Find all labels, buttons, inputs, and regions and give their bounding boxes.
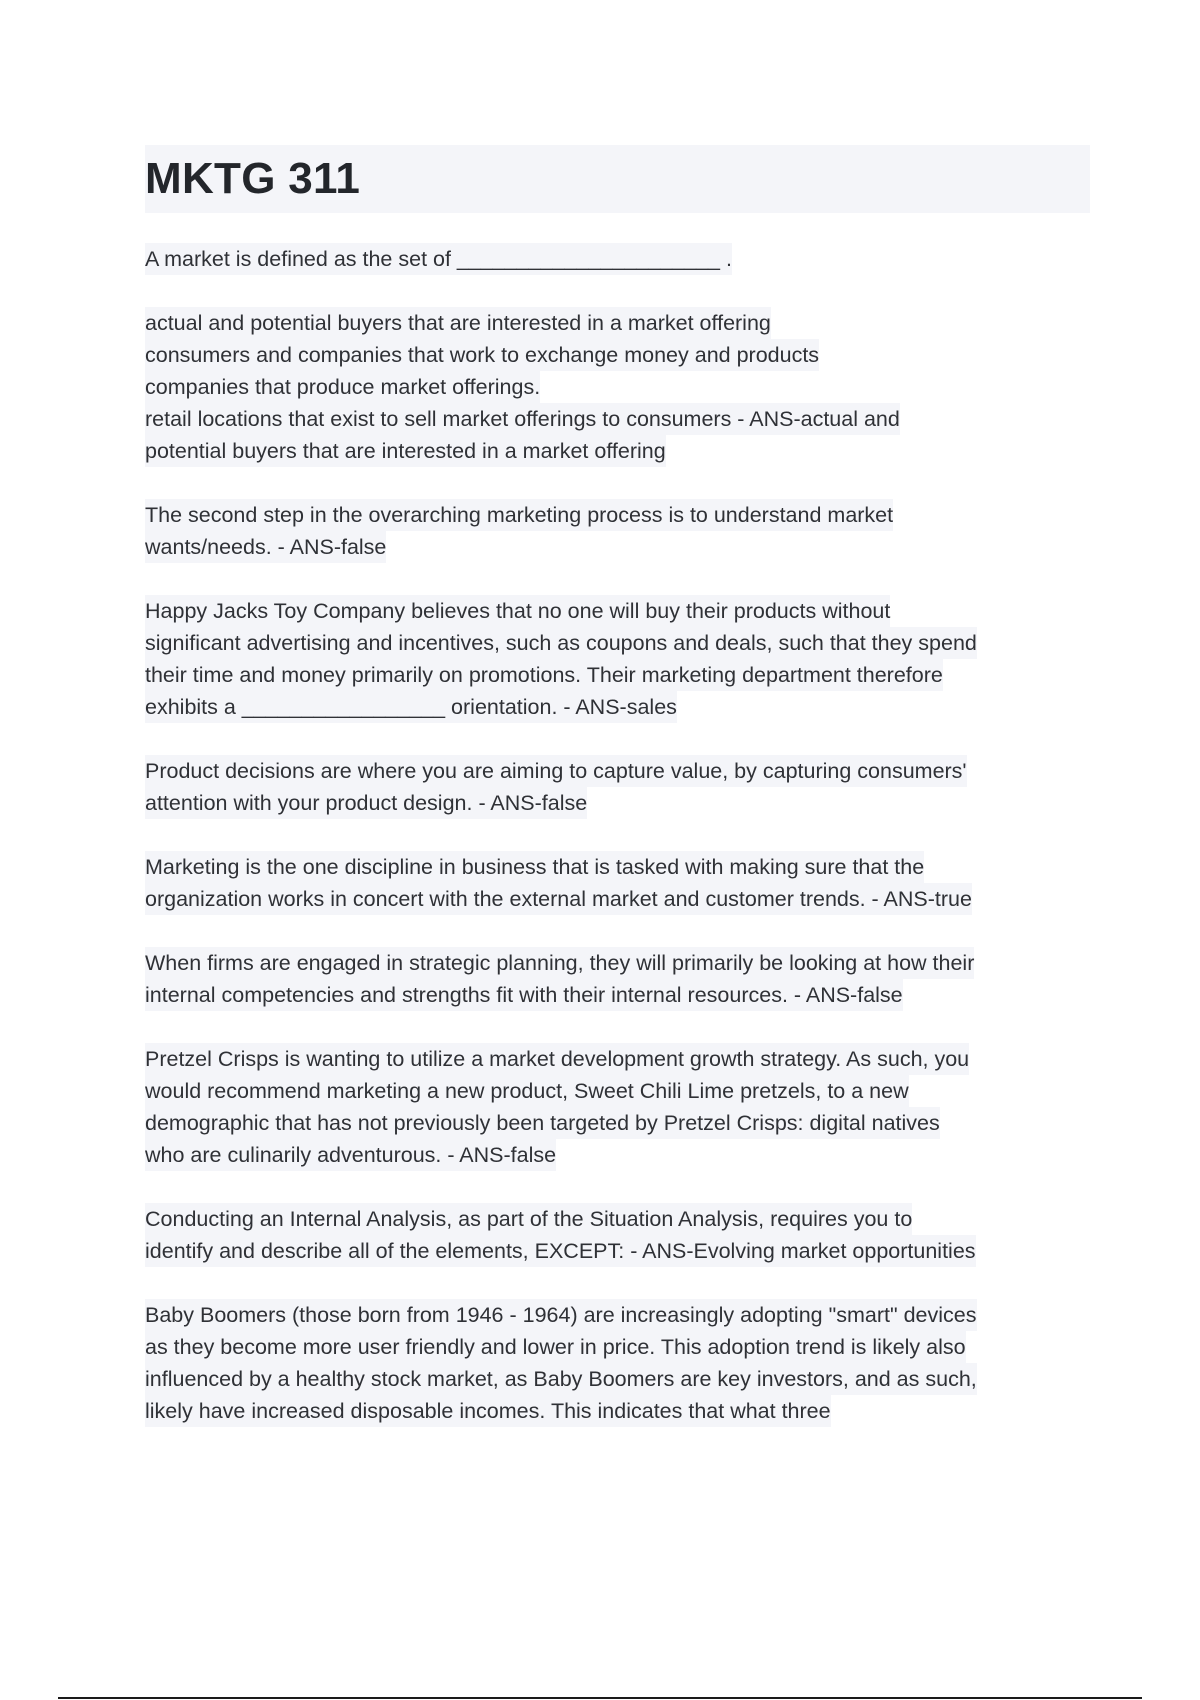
text-line: When firms are engaged in strategic planning, they will primarily be looking at how their (145, 947, 974, 979)
document-body (145, 243, 1090, 1427)
text-line: would recommend marketing a new product, Sweet Chili Lime pretzels, to a new (145, 1075, 909, 1107)
question-block (145, 1203, 1090, 1267)
text-line: wants/needs. - ANS-false (145, 531, 386, 563)
paragraph-gap (145, 915, 1090, 947)
paragraph-gap (145, 467, 1090, 499)
text-line: Happy Jacks Toy Company believes that no one will buy their products without (145, 595, 890, 627)
text-line: The second step in the overarching marketing process is to understand market (145, 499, 893, 531)
title-band (145, 145, 1090, 213)
text-line: Product decisions are where you are aiming to capture value, by capturing consumers' (145, 755, 967, 787)
text-line: A market is defined as the set of ______________________ . (145, 243, 732, 275)
question-block (145, 947, 1090, 1011)
text-line: Pretzel Crisps is wanting to utilize a market development growth strategy. As such, you (145, 1043, 969, 1075)
text-line: retail locations that exist to sell market offerings to consumers - ANS-actual and (145, 403, 900, 435)
text-line: demographic that has not previously been targeted by Pretzel Crisps: digital natives (145, 1107, 940, 1139)
question-block (145, 755, 1090, 819)
text-line: exhibits a _________________ orientation. - ANS-sales (145, 691, 677, 723)
question-block (145, 595, 1090, 723)
text-line: who are culinarily adventurous. - ANS-false (145, 1139, 556, 1171)
text-line: attention with your product design. - ANS-false (145, 787, 587, 819)
text-line: identify and describe all of the elements, EXCEPT: - ANS-Evolving market opportunities (145, 1235, 976, 1267)
text-line: companies that produce market offerings. (145, 371, 540, 403)
paragraph-gap (145, 563, 1090, 595)
paragraph-gap (145, 1171, 1090, 1203)
text-line: Baby Boomers (those born from 1946 - 1964) are increasingly adopting "smart" devices (145, 1299, 977, 1331)
paragraph-gap (145, 819, 1090, 851)
text-line: organization works in concert with the external market and customer trends. - ANS-true (145, 883, 972, 915)
question-block (145, 1299, 1090, 1427)
text-line: as they become more user friendly and lower in price. This adoption trend is likely also (145, 1331, 966, 1363)
text-line: Marketing is the one discipline in business that is tasked with making sure that the (145, 851, 924, 883)
paragraph-gap (145, 1267, 1090, 1299)
footer-rule (58, 1697, 1142, 1699)
paragraph-gap (145, 1011, 1090, 1043)
document-page (145, 145, 1090, 1427)
text-line: influenced by a healthy stock market, as Baby Boomers are key investors, and as such, (145, 1363, 977, 1395)
paragraph-gap (145, 275, 1090, 307)
text-line: internal competencies and strengths fit with their internal resources. - ANS-false (145, 979, 903, 1011)
text-line: Conducting an Internal Analysis, as part of the Situation Analysis, requires you to (145, 1203, 912, 1235)
text-line: actual and potential buyers that are interested in a market offering (145, 307, 771, 339)
question-block (145, 307, 1090, 467)
text-line: their time and money primarily on promotions. Their marketing department therefore (145, 659, 943, 691)
text-line: significant advertising and incentives, such as coupons and deals, such that they spend (145, 627, 977, 659)
document-title: MKTG 311 (145, 154, 361, 203)
text-line: potential buyers that are interested in a market offering (145, 435, 666, 467)
question-block (145, 499, 1090, 563)
question-block (145, 243, 1090, 275)
question-block (145, 851, 1090, 915)
text-line: likely have increased disposable incomes. This indicates that what three (145, 1395, 831, 1427)
text-line: consumers and companies that work to exchange money and products (145, 339, 819, 371)
question-block (145, 1043, 1090, 1171)
paragraph-gap (145, 723, 1090, 755)
